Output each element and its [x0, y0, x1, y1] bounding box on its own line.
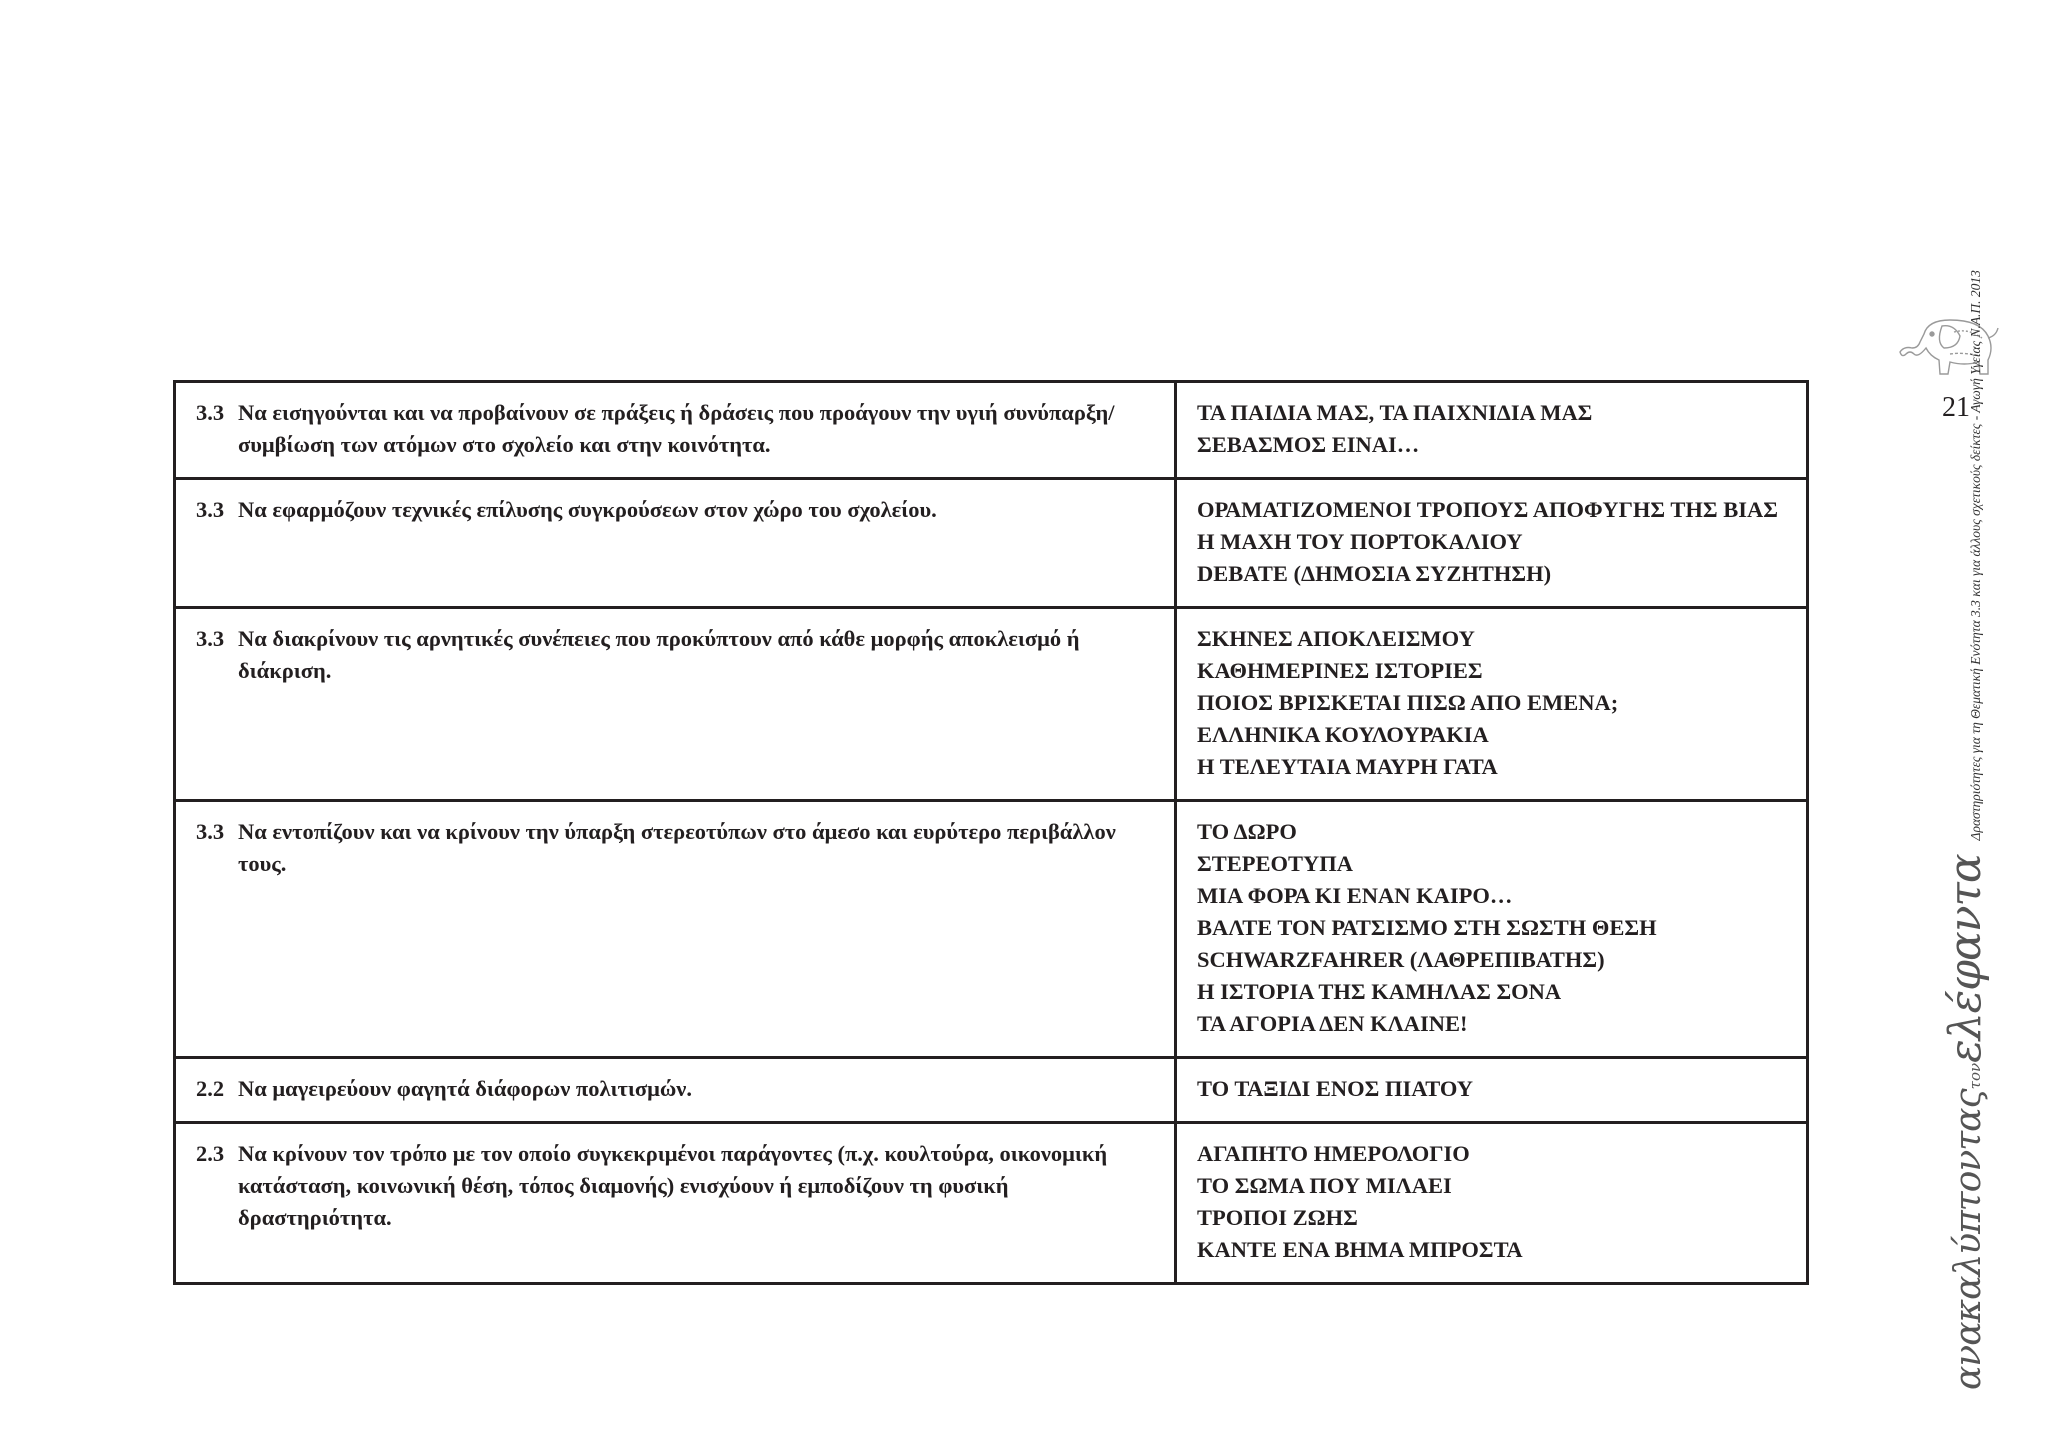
- activity-title: Η ΤΕΛΕΥΤΑΙΑ ΜΑΥΡΗ ΓΑΤΑ: [1197, 754, 1498, 779]
- objective: [196, 1073, 1154, 1105]
- table-body: [175, 382, 1808, 1284]
- objective-number: 3.3: [196, 497, 225, 522]
- objective-cell: [175, 1123, 1176, 1284]
- activity-title: ΣΕΒΑΣΜΟΣ ΕΙΝΑΙ…: [1197, 432, 1420, 457]
- side-subtitle: Δραστηριότητες για τη Θεματική Ενότητα 3.3 και για άλλους σχετικούς δείκτες - Αγωγή Υγείας Ν.Α.Π. 2013: [1968, 270, 1983, 841]
- activity-title: ΤΑ ΑΓΟΡΙΑ ΔΕΝ ΚΛΑΙΝΕ!: [1197, 1011, 1468, 1036]
- page-number: 21: [1942, 392, 1970, 423]
- activity-title: ΑΓΑΠΗΤΟ ΗΜΕΡΟΛΟΓΙΟ: [1197, 1141, 1470, 1166]
- activity-title: SCHWARZFAHRER (ΛΑΘΡΕΠΙΒΑΤΗΣ): [1197, 947, 1605, 972]
- objective-cell: [175, 479, 1176, 608]
- side-caption: [1940, 270, 1991, 1390]
- objective-number: 2.2: [196, 1076, 225, 1101]
- activity-title: ΠΟΙΟΣ ΒΡΙΣΚΕΤΑΙ ΠΙΣΩ ΑΠΟ ΕΜΕΝΑ;: [1197, 690, 1619, 715]
- activities-cell: [1176, 608, 1808, 801]
- activity-title: DEBATE (ΔΗΜΟΣΙΑ ΣΥΖΗΤΗΣΗ): [1197, 561, 1552, 586]
- brand-small: τον: [1966, 1062, 1984, 1090]
- activities-table: [173, 380, 1809, 1285]
- table-row: [175, 1058, 1808, 1123]
- table-row: [175, 801, 1808, 1058]
- activities-cell: [1176, 479, 1808, 608]
- activity-title: ΤΑ ΠΑΙΔΙΑ ΜΑΣ, ΤΑ ΠΑΙΧΝΙΔΙΑ ΜΑΣ: [1197, 400, 1593, 425]
- objective-number: 2.3: [196, 1141, 225, 1166]
- activity-title: ΤΟ ΤΑΞΙΔΙ ΕΝΟΣ ΠΙΑΤΟΥ: [1197, 1076, 1474, 1101]
- activity-title: ΟΡΑΜΑΤΙΖΟΜΕΝΟΙ ΤΡΟΠΟΥΣ ΑΠΟΦΥΓΗΣ ΤΗΣ ΒΙΑΣ: [1197, 497, 1778, 522]
- objective-text: Να εντοπίζουν και να κρίνουν την ύπαρξη στερεοτύπων στο άμεσο και ευρύτερο περιβάλλον τους.: [238, 819, 1116, 876]
- objective-text: Να εφαρμόζουν τεχνικές επίλυσης συγκρούσεων στον χώρο του σχολείου.: [238, 497, 937, 522]
- objective: [196, 623, 1154, 687]
- activity-title: ΜΙΑ ΦΟΡΑ ΚΙ ΕΝΑΝ ΚΑΙΡΟ…: [1197, 883, 1513, 908]
- activity-title: ΚΑΘΗΜΕΡΙΝΕΣ ΙΣΤΟΡΙΕΣ: [1197, 658, 1483, 683]
- activity-title: Η ΙΣΤΟΡΙΑ ΤΗΣ ΚΑΜΗΛΑΣ ΣΟΝΑ: [1197, 979, 1562, 1004]
- table-row: [175, 608, 1808, 801]
- objective-number: 3.3: [196, 819, 225, 844]
- activity-title: ΕΛΛΗΝΙΚΑ ΚΟΥΛΟΥΡΑΚΙΑ: [1197, 722, 1489, 747]
- objective-cell: [175, 1058, 1176, 1123]
- objective: [196, 494, 1154, 526]
- activity-title: ΤΟ ΔΩΡΟ: [1197, 819, 1297, 844]
- table-row: [175, 479, 1808, 608]
- objective-cell: [175, 801, 1176, 1058]
- activity-title: ΣΤΕΡΕΟΤΥΠΑ: [1197, 851, 1353, 876]
- activities-cell: [1176, 1123, 1808, 1284]
- activity-title: Η ΜΑΧΗ ΤΟΥ ΠΟΡΤΟΚΑΛΙΟΥ: [1197, 529, 1523, 554]
- table-row: [175, 1123, 1808, 1284]
- objective-text: Να διακρίνουν τις αρνητικές συνέπειες που προκύπτουν από κάθε μορφής αποκλεισμό ή διάκριση.: [238, 626, 1080, 683]
- objective-number: 3.3: [196, 400, 225, 425]
- objective-cell: [175, 608, 1176, 801]
- objective-number: 3.3: [196, 626, 225, 651]
- objective: [196, 816, 1154, 880]
- activities-cell: [1176, 1058, 1808, 1123]
- objective: [196, 1138, 1154, 1234]
- objective: [196, 397, 1154, 461]
- activity-title: ΣΚΗΝΕΣ ΑΠΟΚΛΕΙΣΜΟΥ: [1197, 626, 1475, 651]
- table-row: [175, 382, 1808, 479]
- activities-cell: [1176, 801, 1808, 1058]
- objective-text: Να εισηγούνται και να προβαίνουν σε πράξεις ή δράσεις που προάγουν την υγιή συνύπαρξη/συμβίωση των ατόμων στο σχολείο και στην κοινότητα.: [238, 400, 1115, 457]
- brand-wordmark: [1940, 854, 1991, 1390]
- brand-part2: ελέφαντα: [1940, 854, 1991, 1063]
- objective-cell: [175, 382, 1176, 479]
- activity-title: ΤΡΟΠΟΙ ΖΩΗΣ: [1197, 1205, 1358, 1230]
- objective-text: Να κρίνουν τον τρόπο με τον οποίο συγκεκριμένοι παράγοντες (π.χ. κουλτούρα, οικονομική κατάσταση, κοινωνική θέση, τόπος διαμονής) ενισχύουν ή εμποδίζουν τη φυσική δραστηριότητα.: [238, 1141, 1108, 1230]
- brand-part1: ανακαλύπτοντας: [1948, 1089, 1989, 1390]
- activity-title: ΚΑΝΤΕ ΕΝΑ ΒΗΜΑ ΜΠΡΟΣΤΑ: [1197, 1237, 1523, 1262]
- activity-title: ΒΑΛΤΕ ΤΟΝ ΡΑΤΣΙΣΜΟ ΣΤΗ ΣΩΣΤΗ ΘΕΣΗ: [1197, 915, 1657, 940]
- objective-text: Να μαγειρεύουν φαγητά διάφορων πολιτισμών.: [238, 1076, 692, 1101]
- activity-title: ΤΟ ΣΩΜΑ ΠΟΥ ΜΙΛΑΕΙ: [1197, 1173, 1452, 1198]
- activities-cell: [1176, 382, 1808, 479]
